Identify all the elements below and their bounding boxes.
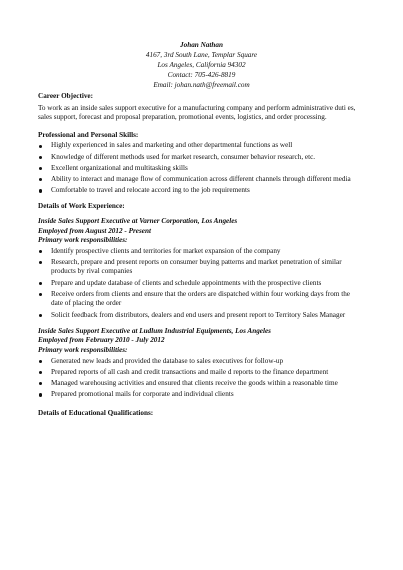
candidate-name: Johan Nathan bbox=[180, 41, 223, 49]
address-line-2: Los Angeles, California 94302 bbox=[157, 61, 246, 69]
contact-email: Email: johan.nath@freemail.com bbox=[153, 81, 250, 89]
job-title: Inside Sales Support Executive at Ludlum Industrial Equipments, Los Angeles bbox=[38, 326, 271, 335]
list-item: Excellent organizational and multitasking skills bbox=[38, 164, 363, 174]
list-item: Managed warehousing activities and ensured that clients receive the goods within a reasonable time bbox=[38, 379, 363, 389]
job-period: Employed from August 2012 - Present bbox=[38, 226, 151, 235]
list-item: Receive orders from clients and ensure that the orders are dispatched within four working days from the date of placing the order bbox=[38, 290, 363, 309]
list-item: Solicit feedback from distributors, dealers and end users and present report to Territory Sales Manager bbox=[38, 311, 363, 321]
list-item: Knowledge of different methods used for market research, consumer behavior research, etc. bbox=[38, 153, 363, 163]
responsibilities-list bbox=[38, 247, 363, 321]
education-heading: Details of Educational Qualifications: bbox=[38, 409, 154, 418]
list-item: Identify prospective clients and territories for market expansion of the company bbox=[38, 247, 363, 257]
list-item: Comfortable to travel and relocate accord ing to the job requirements bbox=[38, 186, 363, 196]
list-item: Prepared promotional mails for corporate and individual clients bbox=[38, 390, 363, 400]
list-item: Research, prepare and present reports on consumer buying patterns and market penetration of similar products by rival companies bbox=[38, 258, 363, 277]
list-item: Generated new leads and provided the database to sales executives for follow-up bbox=[38, 357, 363, 367]
responsibilities-heading: Primary work responsibilities: bbox=[38, 236, 128, 245]
address-line-1: 4167, 3rd South Lane, Templar Square bbox=[145, 51, 258, 59]
job-title: Inside Sales Support Executive at Varner Corporation, Los Angeles bbox=[38, 216, 238, 225]
resume-body bbox=[38, 92, 363, 419]
contact-phone: Contact: 705-426-8819 bbox=[167, 71, 236, 79]
responsibilities-list bbox=[38, 357, 363, 400]
skills-list bbox=[38, 141, 363, 195]
list-item: Ability to interact and manage flow of communication across different channels through different media bbox=[38, 175, 363, 185]
resume-header bbox=[0, 40, 403, 90]
responsibilities-heading: Primary work responsibilities: bbox=[38, 346, 128, 354]
list-item: Prepared reports of all cash and credit transactions and maile d reports to the finance department bbox=[38, 368, 363, 378]
career-objective-heading: Career Objective: bbox=[38, 92, 94, 100]
skills-heading: Professional and Personal Skills: bbox=[38, 130, 139, 139]
job-period: Employed from February 2010 - July 2012 bbox=[38, 336, 165, 345]
work-experience-heading: Details of Work Experience: bbox=[38, 202, 125, 211]
list-item: Highly experienced in sales and marketing and other departmental functions as well bbox=[38, 141, 363, 151]
career-objective-text: To work as an inside sales support executive for a manufacturing company and perform administrative duti es, sales support, forecast and proposal preparation, promotional events, logistics, and order processing. bbox=[38, 103, 356, 122]
list-item: Prepare and update database of clients and schedule appointments with the prospective clients bbox=[38, 279, 363, 289]
